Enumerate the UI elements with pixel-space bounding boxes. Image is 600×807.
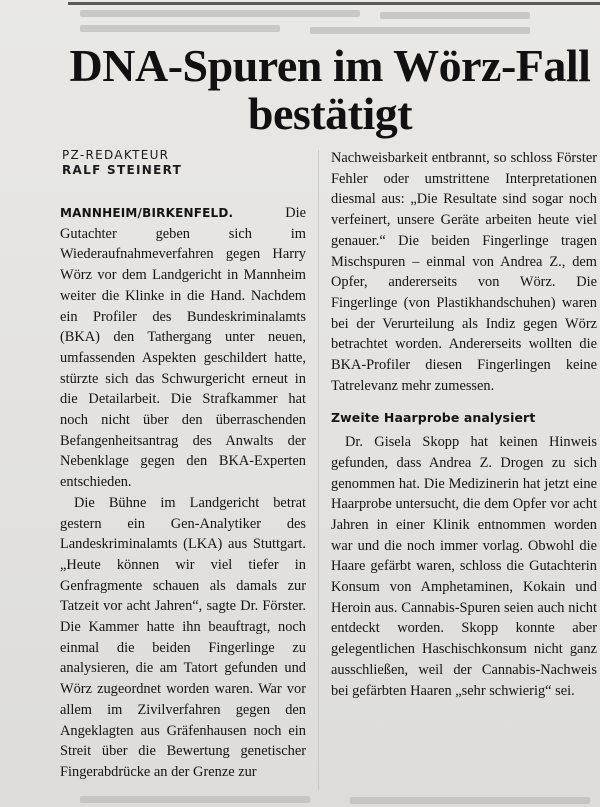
column-right [331, 148, 597, 701]
paragraph-3: Nachweisbarkeit entbrannt, so schloss Förster Fehler oder umstrittene Interpretationen diesmal aus: „Die Resultate sind sogar noch verfeinert, unsere Geräte arbeiten heute viel genauer.“ Die beiden Fingerlinge tragen Mischspuren – einmal von Andrea Z., dem Opfer, andererseits von Wörz. Die Fingerlinge (von Plastikhandschuhen) waren bei der Verurteilung als Indiz gegen Wörz betrachtet worden. Andererseits wollten die BKA-Profiler diesen Fingerlingen keine Tatrelevanz mehr zumessen. [331, 150, 597, 394]
show-through-text-top [0, 0, 600, 40]
paragraph-4: Dr. Gisela Skopp hat keinen Hinweis gefunden, dass Andrea Z. Drogen zu sich genommen hat. Die Medizinerin hat jetzt eine Haarprobe untersucht, die dem Opfer vor acht Jahren in einer Klinik entnommen worden war und die noch immer vorlag. Obwohl die Haare gefärbt waren, schloss die Gutachterin Konsum von Amphetaminen, Kokain und Heroin aus. Cannabis-Spuren seien auch nicht entdeckt worden. Skopp konnte aber gelegentlichen Haschischkonsum nicht ganz ausschließen, weil der Cannabis-Nachweis bei gefärbten Haaren „sehr schwierig“ sei. [331, 434, 597, 699]
byline-name: RALF STEINERT [62, 163, 183, 177]
headline: DNA-Spuren im Wörz-Fall bestätigt [69, 40, 591, 139]
column-left [60, 203, 306, 783]
paragraph-1 [60, 203, 306, 493]
paragraph-2: Die Bühne im Landgericht betrat gestern ein Gen-Analytiker des Landeskriminalamts (LKA) aus Stuttgart. „Heute können wir viel tiefer in Genfragmente schauen als damals zur Tatzeit vor acht Jahren“, sagte Dr. Förster. Die Kammer hatte ihn beauftragt, noch einmal die beiden Fingerlinge zu analysieren, die am Tatort gefunden und Wörz zugeordnet worden waren. War vor allem im Zivilverfahren gegen den Angeklagten aus Gräfenhausen noch ein Streit über die Bewertung genetischer Fingerabdrücke an der Grenze zur [60, 494, 306, 780]
byline-role: PZ-REDAKTEUR [62, 148, 170, 162]
subheading: Zweite Haarprobe analysiert [331, 410, 536, 426]
dateline: MANNHEIM/BIRKENFELD. [60, 206, 234, 220]
column-divider [318, 150, 319, 790]
byline [62, 148, 182, 178]
show-through-text-bottom [60, 792, 600, 807]
paragraph-1-text: Die Gutachter geben sich im Wiederaufnahmeverfahren gegen Harry Wörz vor dem Landgericht in Mannheim weiter die Klinke in die Hand. Nachdem ein Profiler des Bundeskriminalamts (BKA) den Tathergang unter neuen, umfassenden Aspekten geschildert hatte, stürzte sich das Schwurgericht erneut in die Detailarbeit. Die Strafkammer hat noch nicht über den überraschenden Befangenheitsantrag des Anwalts der Nebenklage gegen den BKA-Experten entschieden. [60, 205, 306, 491]
